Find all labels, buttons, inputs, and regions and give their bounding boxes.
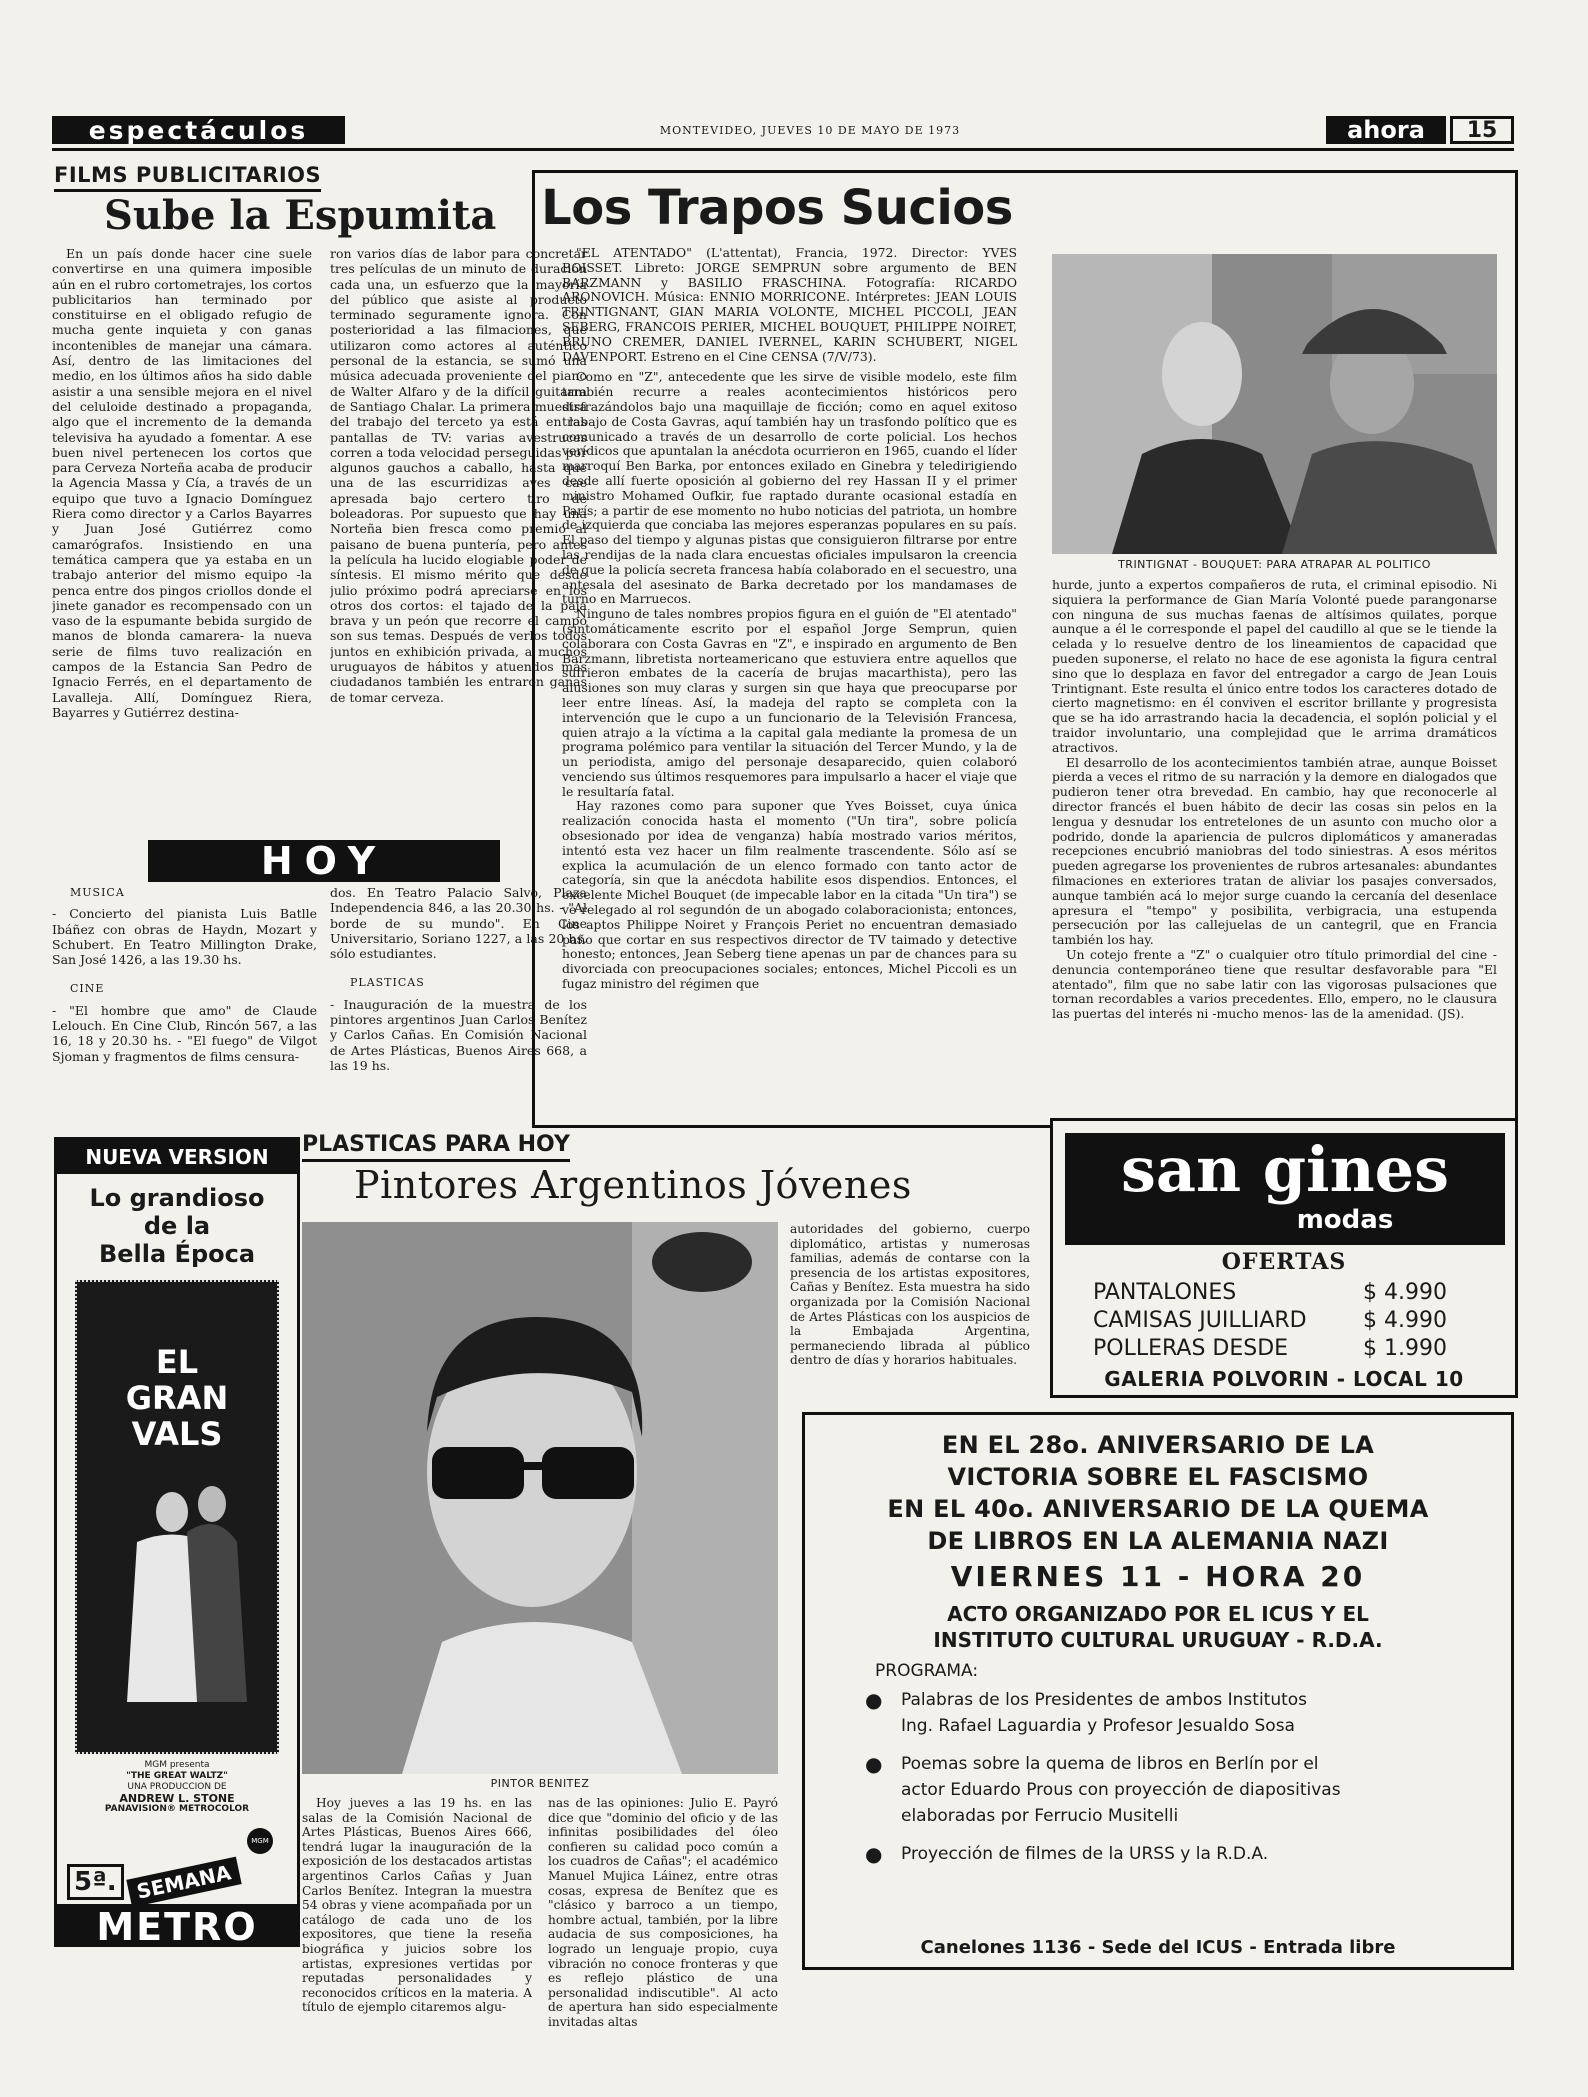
ad-metro-poster-title-3: VALS bbox=[131, 1415, 223, 1453]
hoy-cine-head: CINE bbox=[70, 982, 105, 996]
films-col-2-text: ron varios días de labor para concretar tres películas de un minuto de duración cada una, un esfuerzo que la mayoría del público que asiste al producto terminado seguramente ignora. Con posterioridad a las filmaciones, que utilizaron como actores al auténtico personal de la estancia, se sumó una música adecuada proveniente del piano de Walter Alfaro y de la difícil guitarra de Santiago Chalar. La primera muestra del trabajo del terceto ya está en las pantallas de TV: varias avestruces corren a toda velocidad perseguidas por algunos gauchos a caballo, hasta que una de las escurridizas aves cae apresada bajo certero tiro de boleadoras. Por supuesto que hay una Norteña bien fresca como premio al paisano de buena puntería, pero antes la película ha lucido elogiable poder de síntesis. El mismo mérito que desde julio próximo podrá apreciarse en los otros dos cortos: el tajado de la paja brava y un peón que recorre el campo son sus temas. Después de verlos todos juntos en exhibición privada, a muchos uruguayos de hábitos y atuendos más ciudadanos también les entraron ganas de tomar cerveza. bbox=[330, 246, 587, 705]
trapos-title: Los Trapos Sucios bbox=[541, 180, 1013, 236]
page-number-box bbox=[1450, 116, 1514, 144]
ad-sangines-footer: GALERIA POLVORIN - LOCAL 10 bbox=[1104, 1367, 1464, 1391]
plasticas-col-2-text: nas de las opiniones: Julio E. Payró dice que "dominio del oficio y de las infinitas posibilidades del óleo confieren su calidad poco común a los cuadros de Cañas"; el académico Manuel Mujica Láinez, entre otras cosas, expresa de Benítez que es "clásico y barroco a un tiempo, hombre actual, también, por la libre audacia de sus composiciones, ha logrado un lenguaje propio, cuya vibración no conoce fronteras y que es reflejo plástico de una personalidad indiscutible". Al acto de apertura han sido especialmente invitadas altas bbox=[548, 1796, 778, 2029]
ad-metro-director: ANDREW L. STONE bbox=[119, 1792, 235, 1805]
bullet-icon: ● bbox=[865, 1752, 883, 1776]
ad-icus-item-2b: actor Eduardo Prous con proyección de diapositivas bbox=[901, 1780, 1341, 1800]
hoy-col-2-text: dos. En Teatro Palacio Salvo, Plaza Independencia 846, a las 20.30 hs. - "Al borde de su mundo". En Cine Universitario, Soriano 1227, a las 20 hs. sólo estudiantes. bbox=[330, 885, 587, 962]
trapos-para-4: hurde, junto a expertos compañeros de ruta, el criminal episodio. Ni siquiera la performance de Gian María Volonté puede parangonarse con ninguna de sus muchas faenas de altísimos quilates, porque aunque a él le corresponde el papel del caudillo al que se le tiende la celada y lo resuelve dentro de los lineamientos de capacidad que pueden suponerse, el relato no hace de ese agonista la figura central sino que lo desplaza en favor del entregador a cargo de Jean Louis Trintignant. Este resulta el único entre todos los caracteres dotado de cierto magnetismo: en él conviven el escritor brillante y progresista que se ha ido arrastrando hacia la decadencia, el soplón policial y el traidor involuntario, una complejidad que le arrima dramáticos atractivos. bbox=[1052, 578, 1497, 755]
ad-metro-poster bbox=[75, 1280, 279, 1754]
ad-icus-line-3: EN EL 40o. ANIVERSARIO DE LA QUEMA bbox=[887, 1495, 1429, 1523]
plasticas-photo-caption: PINTOR BENITEZ bbox=[490, 1777, 590, 1790]
ad-sangines-ofertas: OFERTAS bbox=[1221, 1249, 1347, 1275]
trapos-credits: "EL ATENTADO" (L'attentat), Francia, 1972. Director: YVES BOISSET. Libreto: JORGE SEMPRUN sobre argumento de BEN BARZMANN y BASILIO FRASCHINA. Fotografía: RICARDO ARONOVICH. Música: ENNIO MORRICONE. Intérpretes: JEAN LOUIS TRINTIGNANT, GIAN MARIA VOLONTE, MICHEL PICCOLI, JEAN SEBERG, FRANCOIS PERIER, MICHEL BOUQUET, PHILIPPE NOIRET, BRUNO CREMER, DANIEL IVERNEL, KARIN SCHUBERT, NIGEL DAVENPORT. Estreno en el Cine CENSA (7/V/73). bbox=[562, 246, 1017, 364]
ad-metro-week-label: SEMANA bbox=[126, 1857, 241, 1908]
ad-sangines-item-label: PANTALONES bbox=[1093, 1280, 1237, 1305]
ad-icus-line-2: VICTORIA SOBRE EL FASCISMO bbox=[947, 1463, 1369, 1491]
plasticas-right-top bbox=[790, 1222, 1030, 1422]
ad-metro-theater-band bbox=[57, 1904, 297, 1947]
ad-metro-poster-title-1: EL bbox=[155, 1343, 199, 1381]
ad-metro-prod: UNA PRODUCCION DE bbox=[127, 1782, 227, 1792]
ad-icus-line-6: ACTO ORGANIZADO POR EL ICUS Y EL bbox=[947, 1602, 1369, 1626]
section-title: espectáculos bbox=[88, 115, 309, 145]
paper-name: ahora bbox=[1347, 116, 1425, 144]
ad-sangines-item bbox=[1093, 1307, 1483, 1335]
films-title: Sube la Espumita bbox=[104, 192, 497, 239]
trapos-photo-caption: TRINTIGNAT - BOUQUET: PARA ATRAPAR AL POLITICO bbox=[1118, 558, 1431, 571]
section-banner bbox=[52, 116, 345, 144]
ad-metro-orig-title: "THE GREAT WALTZ" bbox=[126, 1771, 228, 1781]
ad-sangines bbox=[1050, 1118, 1518, 1398]
hoy-plasticas-text: - Inauguración de la muestra de los pintores argentinos Juan Carlos Benítez y Carlos Cañas. En Comisión Nacional de Artes Plásticas, Buenos Aires 668, a las 19 hs. bbox=[330, 996, 587, 1073]
hoy-musica-head: MUSICA bbox=[70, 886, 125, 899]
plasticas-col-1 bbox=[302, 1796, 532, 2081]
ad-sangines-item bbox=[1093, 1335, 1483, 1363]
films-col-1 bbox=[52, 246, 312, 839]
plasticas-title: Pintores Argentinos Jóvenes bbox=[354, 1163, 912, 1207]
hoy-banner bbox=[148, 840, 500, 882]
plasticas-col-2 bbox=[548, 1796, 778, 2081]
ad-icus-item-2a: Poemas sobre la quema de libros en Berlín por el bbox=[901, 1754, 1319, 1774]
ad-icus-item-1b: Ing. Rafael Laguardia y Profesor Jesualdo Sosa bbox=[901, 1716, 1295, 1736]
ad-icus-program-item bbox=[865, 1751, 1491, 1829]
hoy-cine-text: - "El hombre que amo" de Claude Lelouch. En Cine Club, Rincón 567, a las 16, 18 y 20.30 hs. - "El fuego" de Vilgot Sjoman y fragmentos de films censura- bbox=[52, 1002, 317, 1064]
bullet-icon: ● bbox=[865, 1688, 883, 1712]
bullet-icon: ● bbox=[865, 1842, 883, 1866]
trapos-photo bbox=[1052, 254, 1497, 554]
ad-icus-line-5: VIERNES 11 - HORA 20 bbox=[950, 1560, 1366, 1593]
masthead-rule bbox=[52, 148, 1514, 151]
ad-icus-line-7: INSTITUTO CULTURAL URUGUAY - R.D.A. bbox=[933, 1628, 1383, 1652]
plasticas-photo bbox=[302, 1222, 778, 1774]
plasticas-kicker: PLASTICAS PARA HOY bbox=[302, 1132, 570, 1162]
ad-icus-item-1a: Palabras de los Presidentes de ambos Institutos bbox=[901, 1690, 1308, 1710]
ad-metro-poster-title bbox=[77, 1344, 277, 1452]
plasticas-col-1-text: Hoy jueves a las 19 hs. en las salas de la Comisión Nacional de Artes Plásticas, Buenos Aires 666, tendrá lugar la inauguración de la exposición de los destacados artistas argentinos Carlos Cañas y Juan Carlos Benítez. Integran la muestra 54 obras y viene acompañada por un catálogo de cada uno de los expositores, que tiene la reseña biográfica y juicios sobre los artistas, expresiones vertidas por reputadas personalidades y reconocidos críticos en la materia. A título de ejemplo citaremos algu- bbox=[302, 1796, 532, 2015]
ad-icus-program-item bbox=[865, 1687, 1491, 1739]
hoy-col-1 bbox=[52, 885, 317, 1155]
portrait-image bbox=[302, 1222, 778, 1774]
film-still-image bbox=[1052, 254, 1497, 554]
ad-sangines-item-label: CAMISAS JUILLIARD bbox=[1093, 1308, 1307, 1333]
ad-sangines-item-price: $ 4.990 bbox=[1363, 1280, 1447, 1305]
trapos-para-2: Ninguno de tales nombres propios figura en el guión de "El atentado" (sintomáticamente escrito por el español Jorge Semprun, quien colaborara con Costa Gavras en "Z", e inspirado en argumento de Ben Barzmann, libretista norteamericano que estuviera entre aquellos que sufrieron embates de la cacería de brujas macarthista), pero las alusiones son muy claras y surgen sin que haya que preocuparse por leer entre líneas. Así, la madeja del rapto se completa con la intervención que le cupo a un funcionario de la Televisión Francesa, quien atrajo a la víctima a la capital gala mediante la promesa de un programa polémico para ventilar la situación del Tercer Mundo, y la de un periodista, amigo del personaje desaparecido, quien colaboró venciendo sus últimos resquemores para impulsarlo a hacer el viaje que le resultaría fatal. bbox=[562, 606, 1017, 799]
ad-metro-theater: METRO bbox=[96, 1905, 258, 1947]
trapos-text-col bbox=[562, 246, 1017, 1116]
ad-metro-tech: PANAVISION® METROCOLOR bbox=[104, 1804, 250, 1814]
films-kicker: FILMS PUBLICITARIOS bbox=[54, 163, 321, 192]
ad-icus-footer: Canelones 1136 - Sede del ICUS - Entrada libre bbox=[920, 1937, 1396, 1958]
ad-metro-line-1: Lo grandioso bbox=[89, 1184, 265, 1212]
mgm-logo-icon bbox=[247, 1828, 273, 1854]
hoy-musica-text: - Concierto del pianista Luis Batlle Ibáñez con obras de Haydn, Mozart y Schubert. En Teatro Millington Drake, San José 1426, a las 19.30 hs. bbox=[52, 906, 317, 968]
ad-metro bbox=[54, 1137, 300, 1947]
ad-sangines-item-price: $ 4.990 bbox=[1363, 1308, 1447, 1333]
trapos-para-3: Hay razones como para suponer que Yves Boisset, cuya única realización conocida hasta el momento ("Un tira", sobre policía obsesionado por idea de venganza) había mostrado varios méritos, intentó esta vez hacer un film realmente trascendente. Sólo así se explica la acumulación de un elenco formado con tanto actor de categoría, sin que la anécdota habilite esos dispendios. Entonces, el excelente Michel Bouquet (de impecable labor en la citada "Un tira") se ve relegado al rol segundón de un abogado colaboracionista; entonces, los aptos Philippe Noiret y François Periet no encuentran demasiado paño que cortar en sus respectivos director de TV taimado y detective honesto; entonces, Jean Seberg tiene apenas un par de chances para su divorciada con preocupaciones sociales; entonces, Michel Piccoli es un fugaz ministro del régimen que bbox=[562, 798, 1017, 992]
ad-icus bbox=[802, 1412, 1514, 1970]
ad-icus-item-2c: elaboradas por Ferrucio Musitelli bbox=[901, 1806, 1179, 1826]
ad-sangines-item bbox=[1093, 1279, 1483, 1307]
ad-sangines-item-price: $ 1.990 bbox=[1363, 1336, 1447, 1361]
paper-name-box bbox=[1326, 116, 1446, 144]
ad-icus-line-4: DE LIBROS EN LA ALEMANIA NAZI bbox=[927, 1527, 1389, 1555]
hoy-title: HOY bbox=[260, 839, 388, 883]
films-col-1-text: En un país donde hacer cine suele convertirse en una quimera imposible aún en el rubro cortometrajes, los cortos publicitarios han terminado por constituirse en el obligado refugio de mucha gente inquieta y con ganas incontenibles de manejar una cámara. Así, dentro de las limitaciones del medio, en los últimos años ha sido dable asistir a una sensible mejora en el nivel del celuloide destinado a propaganda, algo que el incremento de la demanda televisiva ha ayudado a fomentar. A ese buen nivel pertenecen los cortos que para Cerveza Norteña acaba de producir la Agencia Massa y Cía, a través de un equipo que tuvo a Ignacio Domínguez Riera como director y a Carlos Bayarres y Juan José Gutiérrez como camarógrafos. Insistiendo en una temática campera que ya estaba en un trabajo anterior del mismo equipo -la penca entre dos pingos criollos donde el jinete ganador es recompensado con un vaso de la espumante bebida surgido de manos de blonda camarera- la nueva serie de films tuvo realización en campos de la Estancia San Pedro de Ignacio Ferrés, en el departamento de Lavalleja. Allí, Domínguez Riera, Bayarres y Gutiérrez destina- bbox=[52, 246, 312, 720]
ad-sangines-sub: modas bbox=[1296, 1205, 1394, 1235]
hoy-plasticas-head: PLASTICAS bbox=[350, 976, 425, 990]
ad-metro-poster-title-2: GRAN bbox=[125, 1379, 229, 1417]
ad-icus-programa: PROGRAMA: bbox=[875, 1661, 979, 1681]
ad-sangines-header bbox=[1065, 1133, 1505, 1245]
ad-metro-week bbox=[67, 1862, 292, 1902]
ad-metro-line-3: Bella Época bbox=[98, 1240, 256, 1268]
trapos-para-5: El desarrollo de los acontecimientos también atrae, aunque Boisset pierda a veces el ritmo de su narración y la demore en dialogados que pudieron tener otra brevedad. En cambio, hay que reconocerle al director francés el buen hábito de decir las cosas sin pelos en la lengua y desnudar los entretelones de un asunto con mucho olor a podrido, donde la apariencia de pulcros diplomáticos y amaneradas recepciones encubrió maniobras del todo siniestras. A esos méritos pueden agregarse los provenientes de rubros artesanales: abundantes filmaciones en exteriores tratan de aliviar los pasajes conversados, aunque también acá lo mejor surge cuando la cercanía del desenlace apresura el "tempo" y posibilita, verbigracia, una estupenda persecución por las callejuelas de un cantegril, que en Francia también los hay. bbox=[1052, 754, 1497, 948]
ad-icus-program-item bbox=[865, 1841, 1491, 1867]
ad-metro-band bbox=[57, 1140, 297, 1174]
ad-sangines-item-label: POLLERAS DESDE bbox=[1093, 1336, 1289, 1361]
trapos-right-col bbox=[1052, 578, 1497, 1118]
dateline: MONTEVIDEO, JUEVES 10 DE MAYO DE 1973 bbox=[659, 124, 961, 137]
page-number: 15 bbox=[1466, 117, 1498, 143]
ad-metro-band-text: NUEVA VERSION bbox=[85, 1145, 269, 1169]
ad-sangines-items bbox=[1093, 1279, 1483, 1363]
ad-icus-item-3: Proyección de filmes de la URSS y la R.D.A. bbox=[901, 1844, 1269, 1864]
ad-metro-presents: MGM presenta bbox=[144, 1760, 210, 1770]
ad-metro-line-2: de la bbox=[143, 1212, 211, 1240]
ad-metro-week-num: 5ª. bbox=[67, 1864, 124, 1900]
mgm-logo-text: MGM bbox=[251, 1837, 269, 1845]
trapos-para-6: Un cotejo frente a "Z" o cualquier otro título primordial del cine -denuncia contemporáneo tiene que resultar desfavorable para "El atentado", film que no sabe latir con las vigorosas pulsaciones que tornan recordables a varios precedentes. Ello, empero, no le clausura las puertas del interés ni -mucho menos- las de la amenidad. (JS). bbox=[1052, 946, 1497, 1022]
dancing-couple-illustration bbox=[77, 1472, 277, 1702]
plasticas-right-top-text: autoridades del gobierno, cuerpo diplomático, artistas y numerosas familias, además de contarse con la presencia de los artistas expositores, Cañas y Benítez. Esta muestra ha sido organizada por la Comisión Nacional de Artes Plásticas con los auspicios de la Embajada Argentina, permaneciendo librada al público dentro de días y horarios habituales. bbox=[790, 1222, 1030, 1368]
ad-icus-line-1: EN EL 28o. ANIVERSARIO DE LA bbox=[941, 1431, 1375, 1459]
trapos-para-1: Como en "Z", antecedente que les sirve de visible modelo, este film también recurre a reales acontecimientos históricos pero disfrazándolos bajo una maquillaje de ficción; como en aquel exitoso trabajo de Costa Gavras, aquí también hay un trasfondo político que es comunicado a través de un desarrollo de corte policial. Los hechos verídicos que apuntalan la anécdota ocurrieron en 1965, cuando el líder marroquí Ben Barka, por entonces exilado en Ginebra y teledirigiendo desde allí fuerte oposición al gobierno del rey Hassan II y el primer ministro Mohamed Oufkir, fue raptado durante ocasional estadía en París; a partir de ese momento no hubo noticias del patriota, un hombre de izquierda que conciaba las mejores esperanzas populares en su país. El paso del tiempo y algunas pistas que consiguieron filtrarse por entre las rendijas de la nada clara encuestas oficiales impulsaron la creencia de que la policía secreta francesa había colaborado en el secuestro, una antesala del asesinato de Barka decretado por los mandamases de turno en Marruecos. bbox=[562, 369, 1017, 607]
ad-sangines-brand: san gines bbox=[1120, 1133, 1450, 1206]
